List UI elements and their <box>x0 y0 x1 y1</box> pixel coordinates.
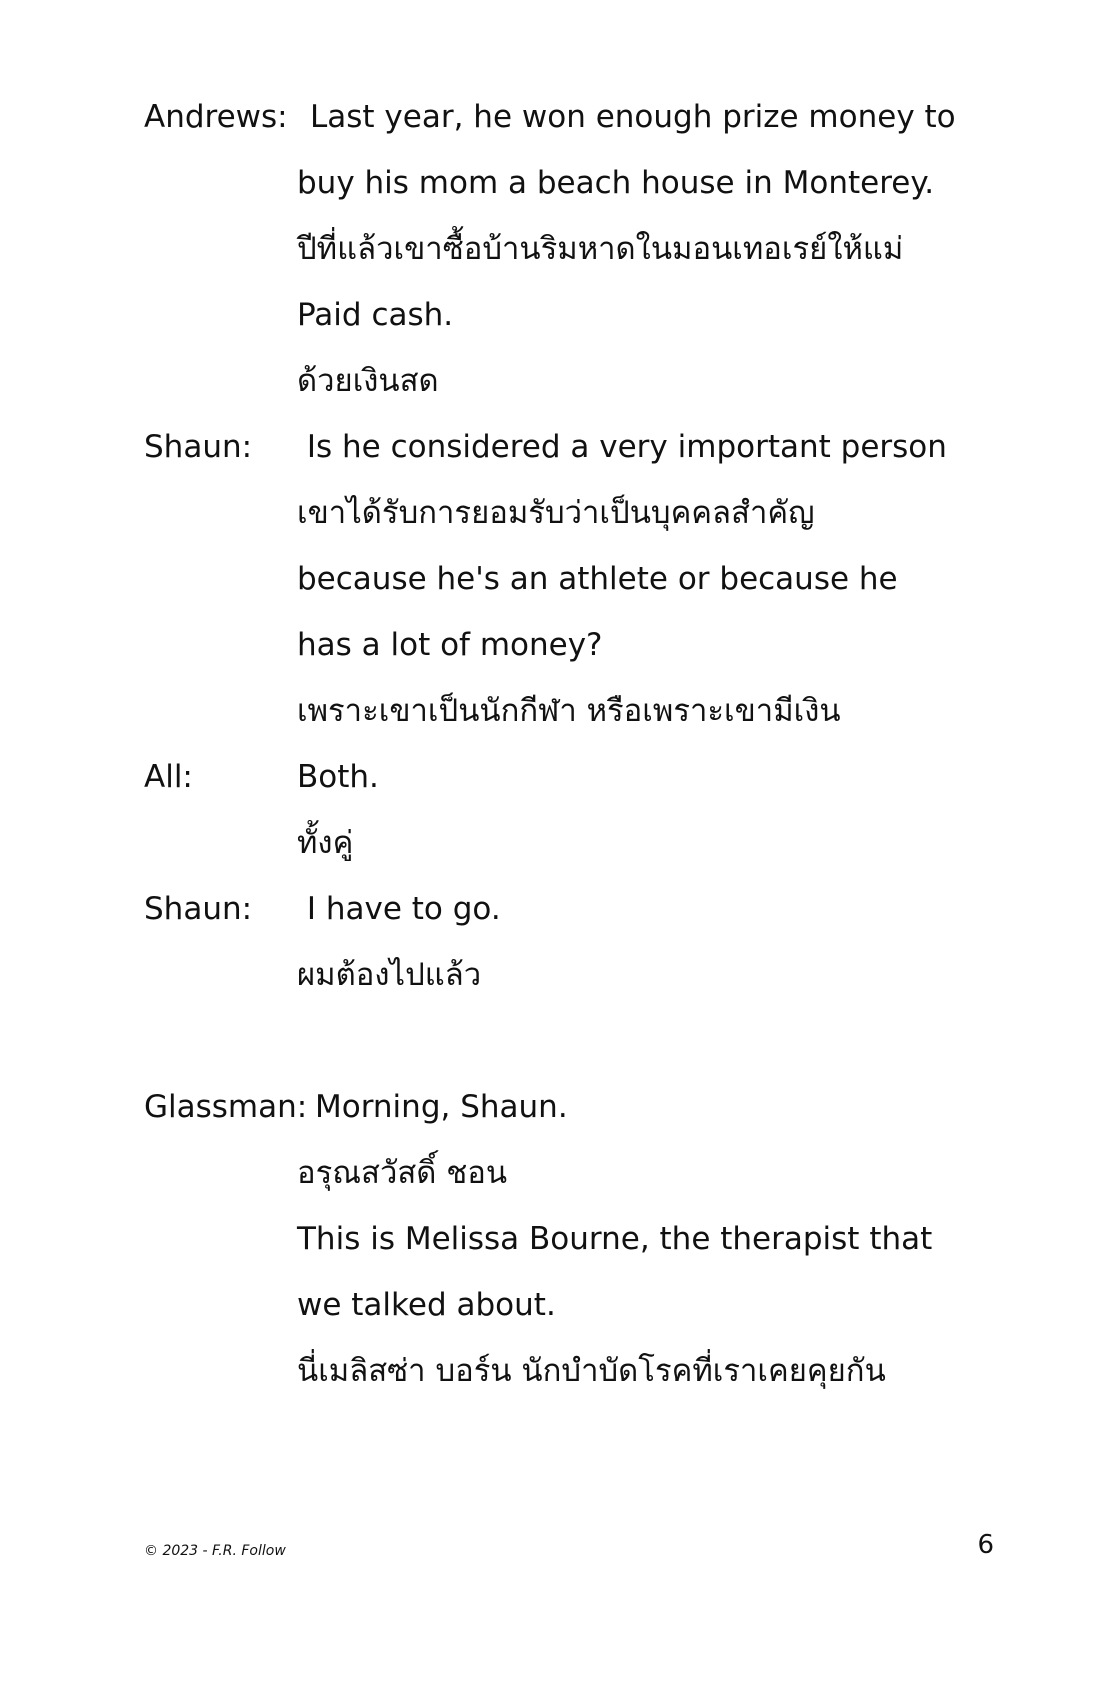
dialogue-line <box>0 1272 1100 1338</box>
dialogue-line-thai <box>0 678 1100 744</box>
dialogue-line <box>0 1206 1100 1272</box>
dialogue-text-thai: นี่เมลิสซ่า บอร์น นักบำบัดโรคที่เราเคยคุยกัน <box>297 1353 886 1389</box>
dialogue-line <box>0 612 1100 678</box>
dialogue-block-andrews <box>0 84 1100 414</box>
dialogue-text-thai: ผมต้องไปแล้ว <box>297 957 482 993</box>
dialogue-line-thai <box>0 1140 1100 1206</box>
page-number: 6 <box>977 1530 994 1560</box>
dialogue-text: buy his mom a beach house in Monterey. <box>297 165 935 201</box>
dialogue-line-thai <box>0 1338 1100 1404</box>
dialogue-text: Morning, Shaun. <box>315 1089 568 1125</box>
dialogue-line <box>0 876 1100 942</box>
dialogue-text: because he's an athlete or because he <box>297 561 898 597</box>
speaker-name: All: <box>144 759 193 795</box>
dialogue-text: Paid cash. <box>297 297 454 333</box>
dialogue-text-thai: เขาได้รับการยอมรับว่าเป็นบุคคลสำคัญ <box>297 495 815 531</box>
dialogue-line <box>0 414 1100 480</box>
speaker-name: Shaun: <box>144 429 253 465</box>
dialogue-text: This is Melissa Bourne, the therapist that <box>297 1221 933 1257</box>
dialogue-text: Both. <box>297 759 379 795</box>
dialogue-text: I have to go. <box>297 891 501 927</box>
dialogue-text: we talked about. <box>297 1287 556 1323</box>
dialogue-block-shaun-2 <box>0 876 1100 1008</box>
dialogue-line-thai <box>0 480 1100 546</box>
dialogue-line-thai <box>0 348 1100 414</box>
dialogue-text: Last year, he won enough prize money to <box>310 99 956 135</box>
dialogue-line <box>0 150 1100 216</box>
speaker-name: Andrews: <box>144 99 288 135</box>
speaker-name: Shaun: <box>144 891 253 927</box>
dialogue-line-thai <box>0 810 1100 876</box>
dialogue-text: Is he considered a very important person <box>297 429 947 465</box>
dialogue-text-thai: เพราะเขาเป็นนักกีฬา หรือเพราะเขามีเงิน <box>297 693 841 729</box>
dialogue-line-thai <box>0 942 1100 1008</box>
dialogue-text-thai: ทั้งคู่ <box>297 825 354 861</box>
dialogue-text-thai: ปีที่แล้วเขาซื้อบ้านริมหาดในมอนเทอเรย์ให้แม่ <box>297 231 904 267</box>
speaker-name: Glassman: <box>144 1089 308 1125</box>
dialogue-line-thai <box>0 216 1100 282</box>
dialogue-line <box>0 84 1100 150</box>
dialogue-text-thai: ด้วยเงินสด <box>297 363 439 399</box>
dialogue-block-all <box>0 744 1100 876</box>
dialogue-line <box>0 744 1100 810</box>
dialogue-line <box>0 546 1100 612</box>
dialogue-block-glassman <box>0 1074 1100 1404</box>
dialogue-line <box>0 282 1100 348</box>
copyright-footer: © 2023 - F.R. Follow <box>144 1543 286 1559</box>
dialogue-text-thai: อรุณสวัสดิ์ ชอน <box>297 1155 508 1191</box>
dialogue-line <box>0 1074 1100 1140</box>
dialogue-text: has a lot of money? <box>297 627 603 663</box>
dialogue-block-shaun <box>0 414 1100 744</box>
